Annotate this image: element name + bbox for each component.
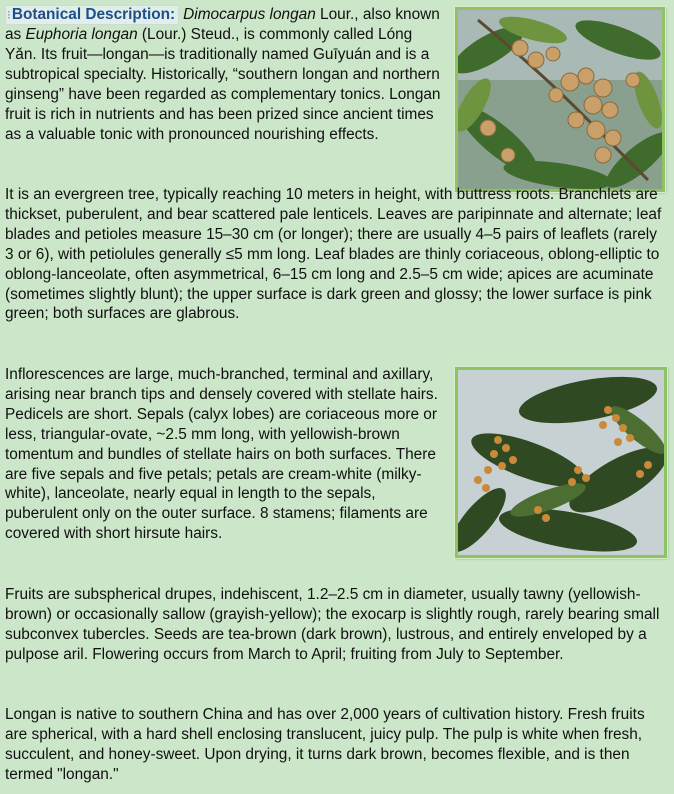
drag-dots-icon: ⁝	[7, 8, 11, 22]
section-label-text: Botanical Description:	[11, 6, 176, 23]
synonym-name: Euphoria longan	[25, 26, 138, 43]
paragraph-introduction	[5, 5, 445, 144]
intro-text-1: Lour., also known as	[5, 6, 440, 43]
intro-text-2: (Lour.) Steud., is commonly called Lóng Yǎn. Its fruit—longan—is traditionally named Guīyuán and is a subtropical specialty. Historically, “southern longan and northern ginseng” have been regarded as complementary tonics. Longan fruit is rich in nutrients and has been prized since ancient times as a valuable tonic with pronounced nourishing effects.	[5, 26, 441, 143]
paragraph-fruits: Fruits are subspherical drupes, indehiscent, 1.2–2.5 cm in diameter, usually tawny (yellowish-brown) or occasionally sallow (grayish-yellow); the exocarp is slightly rough, rarely bearing small subconvex tubercles. Seeds are tea-brown (dark brown), lustrous, and entirely enveloped by a pulpose aril. Flowering occurs from March to April; fruiting from July to September.	[5, 586, 660, 663]
paragraph-origin: Longan is native to southern China and has over 2,000 years of cultivation history. Fresh fruits are spherical, with a hard shell enclosing translucent, juicy pulp. The pulp is white when fresh, succulent, and honey-sweet. Upon drying, it turns dark brown, becomes flexible, and is then termed "longan."	[5, 706, 645, 783]
paragraph-tree-description: It is an evergreen tree, typically reaching 10 meters in height, with buttress roots. Branchlets are thickset, puberulent, and bear scattered pale lenticels. Leaves are paripinnate and alternate; leaf blades and petioles measure 15–30 cm (or longer); there are usually 4–5 pairs of leaflets (rarely 3 or 6), with petiolules generally ≤5 mm long. Leaf blades are thinly coriaceous, oblong-elliptic to oblong-lanceolate, often asymmetrical, 6–15 cm long and 2.5–5 cm wide; apices are acuminate (sometimes slightly blunt); the upper surface is dark green and glossy; the lower surface is pink green; both surfaces are glabrous.	[5, 186, 662, 323]
section-label	[5, 5, 179, 25]
longan-fruit-cluster-photo	[455, 7, 665, 192]
species-name: Dimocarpus longan	[183, 6, 316, 23]
longan-tree-branch-photo	[455, 367, 667, 558]
paragraph-inflorescence: Inflorescences are large, much-branched, terminal and axillary, arising near branch tips and densely covered with stellate hairs. Pedicels are short. Sepals (calyx lobes) are coriaceous more or less, triangular-ovate, ~2.5 mm long, with yellowish-brown tomentum and bundles of stellate hairs on both surfaces. There are five sepals and five petals; petals are cream-white (milky-white), lanceolate, nearly equal in length to the sepals, puberulent only on the outer surface. 8 stamens; filaments are covered with short hirsute hairs.	[5, 366, 438, 543]
